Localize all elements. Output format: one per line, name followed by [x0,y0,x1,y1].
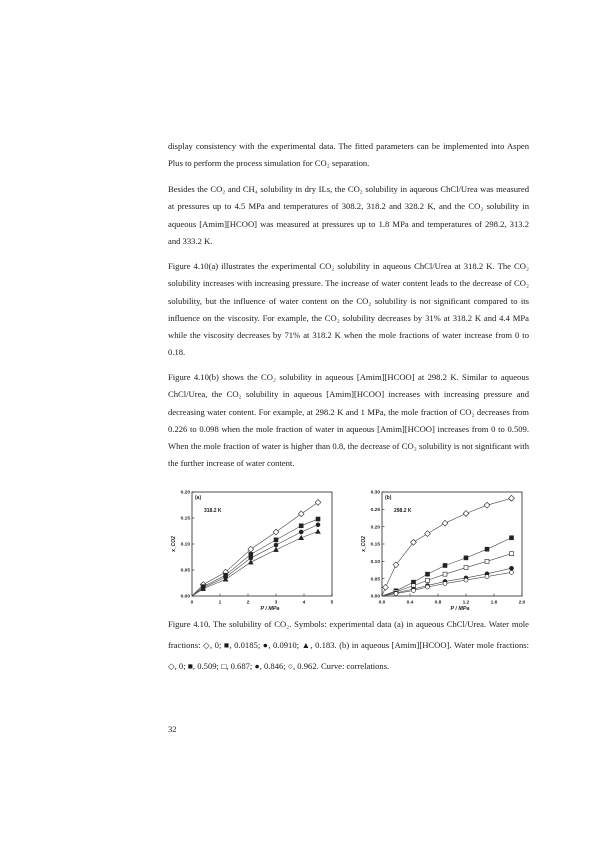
y-tick-label: 0.20 [180,490,190,496]
series-4 [192,529,320,596]
series-2 [382,536,514,596]
data-point [485,559,489,563]
paragraph-text: display consistency with the experimental data. The fitted parameters can be implemented into Aspen Plus to perform the process simulation for CO₂ separation. [168,141,529,169]
data-point [299,530,303,534]
y-tick-label: 0.20 [370,525,380,531]
x-tick-label: 2 [246,600,250,606]
data-point [316,517,320,521]
data-point [249,560,254,564]
y-tick-label: 0.25 [370,508,380,514]
data-point [510,552,514,556]
page-number: 32 [168,724,177,734]
series-3 [382,552,514,596]
correlation-curve [192,502,318,596]
x-tick-label: 1.2 [462,600,470,606]
panel-label: (a) [195,495,202,501]
x-tick-label: 0.8 [434,600,442,606]
panel-label: (b) [385,495,392,501]
y-tick-label: 0.10 [180,542,190,548]
data-point [485,575,489,579]
x-axis-label: P / MPa [260,606,280,612]
data-point [274,538,278,542]
data-point [383,584,389,590]
data-point [443,572,447,576]
data-point [426,578,430,582]
series-4 [382,566,514,596]
data-point [394,592,398,596]
y-tick-label: 0.15 [370,542,380,548]
y-tick-label: 0.10 [370,560,380,566]
data-point [510,566,514,570]
correlation-curve [192,519,318,596]
chart-a [170,488,340,612]
y-axis-label: x_CO2 [361,536,367,552]
data-point [298,511,304,517]
x-tick-label: 3 [274,600,278,606]
y-tick-label: 0.00 [370,594,380,600]
x-tick-label: 0.0 [378,600,386,606]
paragraph-text: Figure 4.10(a) illustrates the experimental CO₂ solubility in aqueous ChCl/Urea at 318.2 K. The CO₂ solubility increases with increasing pressure. The increase of water content leads to the decrease of CO₂ solubility, but the influence of water content on the CO₂ solubility is not significant compared to its influence on the viscosity. For example, the CO₂ solubility decreases by 31% at 318.2 K and 4.4 MPa while the viscosity decreases by 71% at 318.2 K when the mole fractions of water increase from 0 to 0.18. [168,261,529,358]
data-point [299,535,304,539]
data-point [484,502,490,508]
data-point [443,582,447,586]
data-point [425,531,431,537]
chart-b [362,488,530,612]
data-point [316,523,320,527]
y-tick-label: 0.30 [370,490,380,496]
data-point [315,500,321,506]
data-point [509,495,515,501]
data-point [510,570,514,574]
figure-caption: Figure 4.10. The solubility of CO₂. Symbols: experimental data (a) in aqueous ChCl/Urea. Water mole fractions: ◇, 0; ■, 0.0185; ●, 0.0910; ▲, 0.183. (b) in aqueous [Amim][HCOO]. Water mole fractions: ◇, 0; ■, 0.509; □, 0.687; ●, 0.846; ○, 0.962. Curve: correlations. [168,619,529,671]
data-point [393,562,399,568]
y-tick-label: 0.15 [180,516,190,522]
data-point [510,536,514,540]
paragraph-1 [168,138,529,173]
data-point [443,563,447,567]
data-point [412,588,416,592]
data-point [426,585,430,589]
series-5 [382,570,514,596]
data-point [426,572,430,576]
x-tick-label: 2.0 [518,600,526,606]
data-point [442,520,448,526]
y-tick-label: 0.05 [370,577,380,583]
correlation-curve [192,532,318,596]
data-point [485,547,489,551]
x-tick-label: 0 [190,600,194,606]
data-point [316,529,321,533]
temperature-annotation: 318.2 K [204,508,222,514]
paragraph-text: Figure 4.10(b) shows the CO₂ solubility in aqueous [Amim][HCOO] at 298.2 K. Similar to aqueous ChCl/Urea, the CO₂ solubility in aqueous [Amim][HCOO] increases with increasing pressure and decreasing water content. For example, at 298.2 K and 1 MPa, the mole fraction of CO₂ decreases from 0.226 to 0.098 when the mole fraction of water in aqueous [Amim][HCOO] increases from 0 to 0.509. When the mole fraction of water is higher than 0.8, the decrease of CO₂ solubility is not significant with the further increase of water content. [168,372,529,469]
data-point [464,556,468,560]
y-tick-label: 0.05 [180,568,190,574]
y-axis-label: x_CO2 [171,536,177,552]
x-tick-label: 1 [218,600,222,606]
x-tick-label: 0.4 [406,600,414,606]
temperature-annotation: 298.2 K [394,508,412,514]
data-point [274,543,278,547]
y-tick-label: 0.00 [180,594,190,600]
figure-b [362,488,530,612]
x-tick-label: 5 [330,600,334,606]
data-point [411,539,417,545]
data-point [273,529,279,535]
data-point [464,578,468,582]
x-axis-label: P / MPa [450,606,470,612]
data-point [464,566,468,570]
data-point [274,547,279,551]
data-point [299,524,303,528]
data-point [463,511,469,517]
paragraph-2 [168,181,529,250]
paragraph-3 [168,258,529,362]
paragraph-4 [168,369,529,473]
x-tick-label: 4 [302,600,306,606]
x-tick-label: 1.6 [490,600,498,606]
figure-a [170,488,340,612]
paragraph-text: Besides the CO₂ and CH₄ solubility in dry ILs, the CO₂ solubility in aqueous ChCl/Urea was measured at pressures up to 4.5 MPa and temperatures of 308.2, 318.2 and 328.2 K, and the CO₂ solubility in aqueous [Amim][HCOO] was measured at pressures up to 1.8 MPa and temperatures of 298.2, 313.2 and 333.2 K. [168,184,529,246]
